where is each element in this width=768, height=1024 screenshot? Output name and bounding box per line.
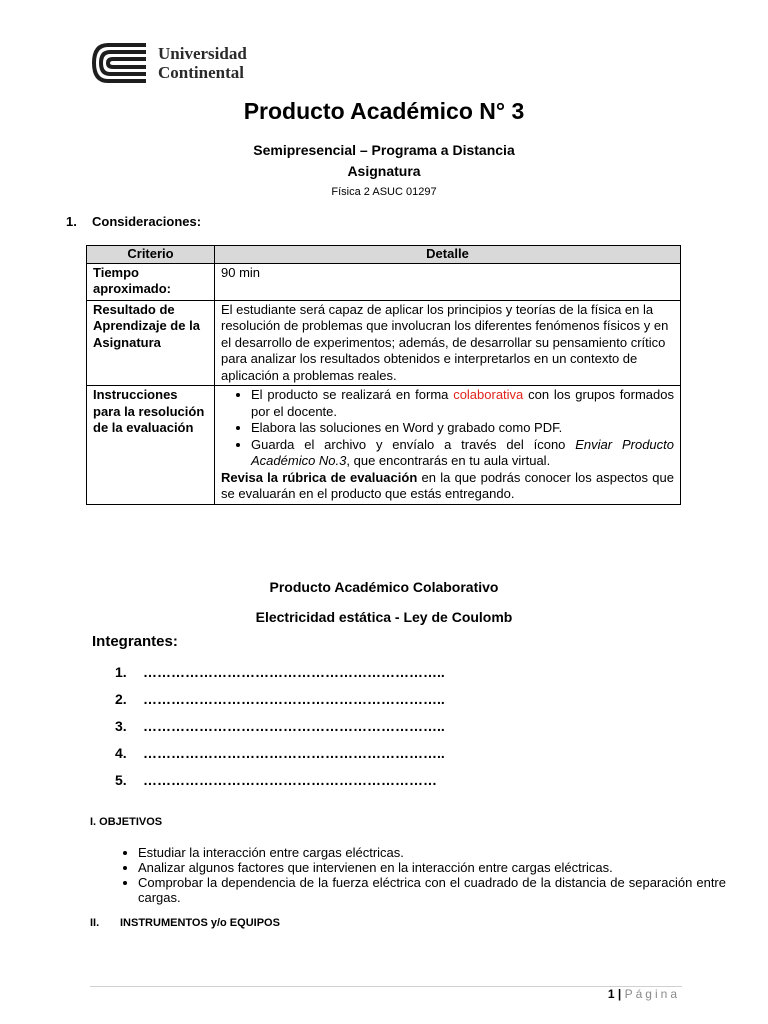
logo-text-line1: Universidad (158, 44, 247, 63)
member-line-2[interactable]: 2. ……………………………………………………….. (115, 691, 445, 707)
page-footer (520, 987, 680, 1001)
table-row (87, 263, 681, 300)
objectives-list (92, 845, 726, 905)
list-item: • Estudiar la interacción entre cargas eléctricas. (138, 845, 726, 860)
row-value-tiempo: 90 min (215, 263, 681, 300)
row-value-resultado: El estudiante será capaz de aplicar los principios y teorías de la física en la resolución de problemas que involucran los diferentes fenómenos físicos y en el desarrollo de experimentos; además, de desarrollar su pensamiento crítico para analizar los resultados obtenidos e interpretarlos en un contexto de aplicación a problemas reales. (215, 300, 681, 386)
objectives-heading: I. OBJETIVOS (90, 816, 163, 828)
list-item: • Guarda el archivo y envíalo a través del ícono Enviar Producto Académico No.3, que encontrarás en tu aula virtual. (251, 437, 674, 470)
colaborativa-highlight: colaborativa (453, 387, 524, 402)
row-label-instrucciones: Instrucciones para la resolución de la evaluación (87, 386, 215, 505)
continental-c-logo-icon (90, 40, 152, 86)
table-row (87, 386, 681, 505)
page-number: 1 (607, 987, 615, 1001)
university-logo (90, 40, 290, 86)
list-item: • Analizar algunos factores que intervienen en la interacción entre cargas eléctricas. (138, 860, 726, 875)
list-item: • Elabora las soluciones en Word y grabado como PDF. (251, 420, 674, 437)
section-2-heading (90, 917, 280, 929)
member-line-3[interactable]: 3. ……………………………………………………….. (115, 718, 445, 734)
list-item: • Comprobar la dependencia de la fuerza eléctrica con el cuadrado de la distancia de separación entre cargas. (138, 875, 726, 905)
table-header-row (87, 246, 681, 264)
enviar-producto-reference: Enviar Producto Académico No.3 (251, 436, 674, 468)
member-line-5[interactable]: 5. ……………………………………………………… (115, 772, 437, 788)
product-topic: Electricidad estática - Ley de Coulomb (255, 609, 513, 625)
section-2-number: II. (90, 917, 100, 929)
instructions-list (221, 387, 674, 470)
section-1-heading (66, 214, 201, 229)
program-subtitle: Semipresencial – Programa a Distancia (253, 142, 515, 158)
section-2-title: INSTRUMENTOS y/o EQUIPOS (120, 917, 280, 929)
row-label-resultado: Resultado de Aprendizaje de la Asignatura (87, 300, 215, 386)
table-row (87, 300, 681, 386)
section-1-title: Consideraciones: (92, 214, 202, 229)
member-line-1[interactable]: 1. ……………………………………………………….. (115, 664, 445, 680)
course-code: Física 2 ASUC 01297 (331, 186, 437, 198)
list-item: • El producto se realizará en forma colaborativa con los grupos formados por el docente. (251, 387, 674, 420)
header-criterio: Criterio (87, 246, 215, 264)
row-value-instrucciones (215, 386, 681, 505)
product-title: Producto Académico Colaborativo (269, 579, 499, 595)
logo-text-line2: Continental (158, 63, 244, 82)
rubric-note: Revisa la rúbrica de evaluación en la que podrás conocer los aspectos que se evaluarán en el producto que estás entregando. (221, 469, 674, 501)
asignatura-label: Asignatura (347, 163, 421, 179)
page-word: Página (624, 987, 680, 1001)
section-1-number: 1. (66, 214, 77, 229)
header-detalle: Detalle (215, 246, 681, 264)
page-separator: | (617, 987, 622, 1001)
criteria-table (86, 245, 681, 505)
row-label-tiempo: Tiempo aproximado: (87, 263, 215, 300)
member-line-4[interactable]: 4. ……………………………………………………….. (115, 745, 445, 761)
members-label: Integrantes: (92, 633, 178, 650)
document-title: Producto Académico N° 3 (243, 98, 525, 124)
